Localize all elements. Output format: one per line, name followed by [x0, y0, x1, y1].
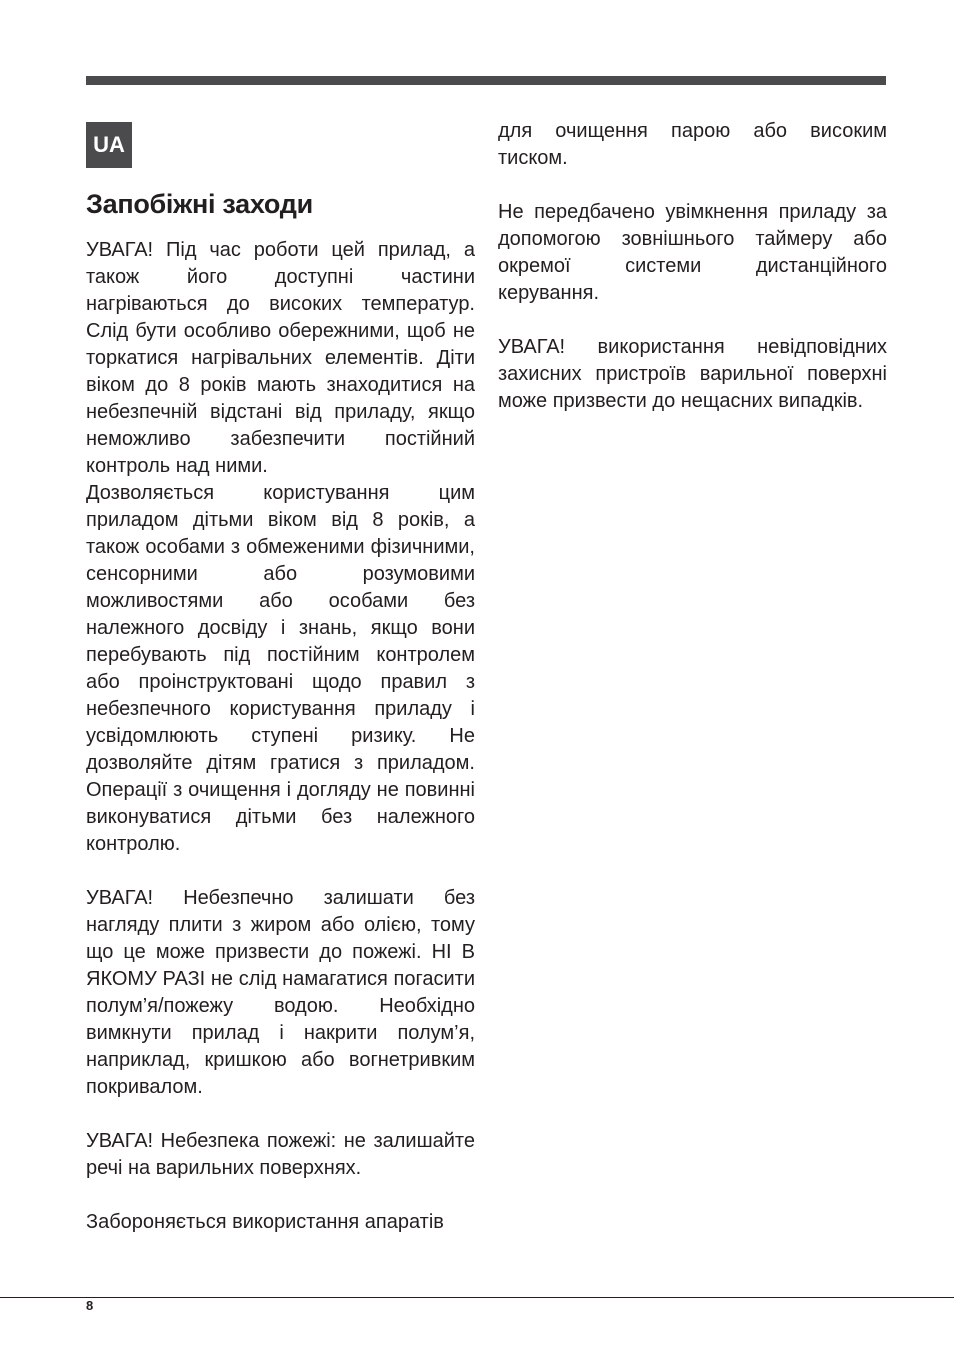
right-column — [498, 118, 887, 415]
header-rule — [86, 76, 886, 85]
paragraph-children-use: Дозволяється користування цим приладом дітьми віком від 8 років, а також особами з обмеженими фізичними, сенсорними або розумовими можливостями або особами без належного досвіду і знань, якщо вони перебувають під постійним контролем або проінструктовані щодо правил з небезпечного користування приладу і усвідомлюють ступені ризику. Не дозволяйте дітям гратися з приладом. Операції з очищення і догляду не повинні виконуватися дітьми без належного контролю. — [86, 482, 475, 855]
language-badge: UA — [86, 122, 132, 168]
paragraph-timer: Не передбачено увімкнення приладу за допомогою зовнішнього таймеру або окремої системи дистанційного керування. — [498, 201, 887, 304]
paragraph-guards: УВАГА! використання невідповідних захисних пристроїв варильної поверхні може призвести до нещасних випадків. — [498, 336, 887, 412]
paragraph-fire-hazard: УВАГА! Небезпека пожежі: не залишайте речі на варильних поверхнях. — [86, 1130, 475, 1179]
paragraph-steam-cleaners-end: для очищення парою або високим тиском. — [498, 120, 887, 169]
page-number: 8 — [86, 1298, 94, 1313]
paragraph-hot-surfaces: УВАГА! Під час роботи цей прилад, а також його доступні частини нагріваються до високих температур. Слід бути особливо обережними, щоб не торкатися нагрівальних елементів. Діти віком до 8 років мають знаходитися на небезпечній відстані від приладу, якщо неможливо забезпечити постійний контроль над ними. — [86, 239, 475, 477]
paragraph-steam-cleaners-start: Забороняється використання апаратів — [86, 1211, 444, 1233]
left-column — [86, 237, 475, 1236]
page-title: Запобіжні заходи — [86, 189, 313, 219]
footer-rule — [0, 1297, 954, 1298]
paragraph-fat-fire: УВАГА! Небезпечно залишати без нагляду плити з жиром або олією, тому що це може призвести до пожежі. НІ В ЯКОМУ РАЗІ не слід намагатися погасити полум’я/пожежу водою. Необхідно вимкнути прилад і накрити полум’я, наприклад, кришкою або вогнетривким покривалом. — [86, 887, 475, 1098]
